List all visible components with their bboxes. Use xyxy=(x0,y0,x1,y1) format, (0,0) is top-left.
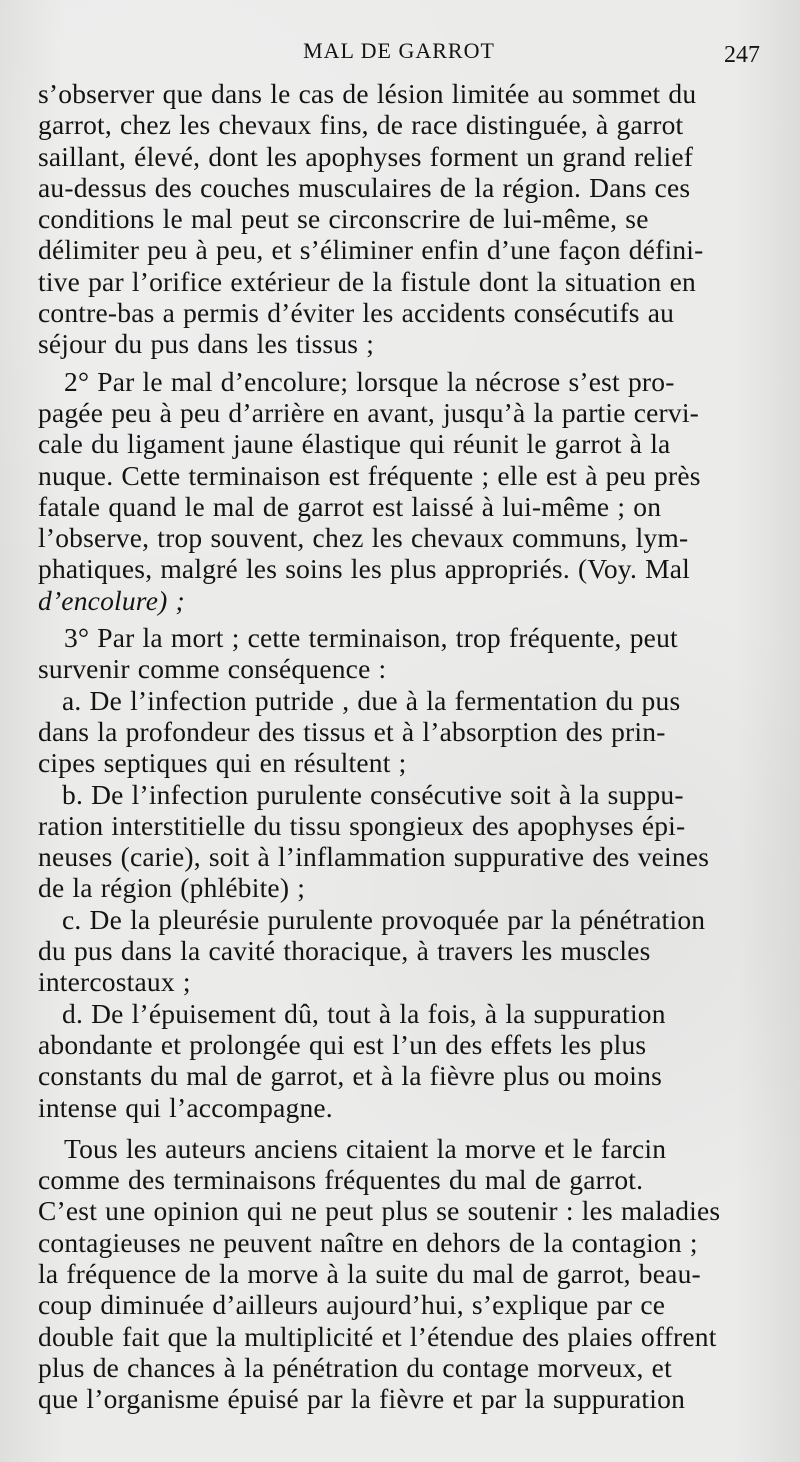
text-line-21: dans la profondeur des tissus et à l’absorption des prin- xyxy=(38,715,666,747)
text-line-8: contre-bas a permis d’éviter les accidents consécutifs au xyxy=(38,297,675,329)
page-number: 247 xyxy=(724,42,760,68)
text-line-40: double fait que la multiplicité et l’étendue des plaies offrent xyxy=(38,1320,717,1352)
text-line-15: l’observe, trop souvent, chez les chevaux communs, lym- xyxy=(38,522,689,554)
text-line-32: constants du mal de garrot, et à la fièvre plus ou moins xyxy=(38,1060,662,1092)
running-title: MAL DE GARROT xyxy=(303,38,495,63)
text-line-20: a. De l’infection putride , due à la fermentation du pus xyxy=(62,684,681,716)
text-line-9: séjour du pus dans les tissus ; xyxy=(38,328,375,360)
text-line-39: coup diminuée d’ailleurs aujourd’hui, s’explique par ce xyxy=(38,1289,666,1321)
text-line-27: c. De la pleurésie purulente provoquée par la pénétration xyxy=(62,903,706,935)
text-line-17: d’encolure) ; xyxy=(38,584,185,616)
text-line-23: b. De l’infection purulente consécutive soit à la suppu- xyxy=(62,778,684,810)
text-line-4: au-dessus des couches musculaires de la région. Dans ces xyxy=(38,171,691,203)
text-line-13: nuque. Cette terminaison est fréquente ; elle est à peu près xyxy=(38,459,701,491)
body-text xyxy=(38,78,760,1414)
text-line-31: abondante et prolongée qui est l’un des effets les plus xyxy=(38,1028,647,1060)
text-line-29: intercostaux ; xyxy=(38,966,191,998)
text-line-3: saillant, élevé, dont les apophyses forment un grand relief xyxy=(38,140,694,172)
text-line-6: délimiter peu à peu, et s’éliminer enfin d’une façon défini- xyxy=(38,234,704,266)
text-line-14: fatale quand le mal de garrot est laissé à lui-même ; on xyxy=(38,490,662,522)
text-line-42: que l’organisme épuisé par la fièvre et par la suppuration xyxy=(38,1383,686,1415)
text-line-28: du pus dans la cavité thoracique, à travers les muscles xyxy=(38,935,651,967)
text-line-36: C’est une opinion qui ne peut plus se soutenir : les maladies xyxy=(38,1195,721,1227)
page-header xyxy=(38,38,760,66)
text-line-18: 3° Par la mort ; cette terminaison, trop fréquente, peut xyxy=(64,622,678,654)
text-line-33: intense qui l’accompagne. xyxy=(38,1091,333,1123)
text-line-35: comme des terminaisons fréquentes du mal de garrot. xyxy=(38,1164,644,1196)
text-line-24: ration interstitielle du tissu spongieux des apophyses épi- xyxy=(38,809,686,841)
text-line-22: cipes septiques qui en résultent ; xyxy=(38,747,407,779)
text-line-25: neuses (carie), soit à l’inflammation suppurative des veines xyxy=(38,841,710,873)
text-line-37: contagieuses ne peuvent naître en dehors de la contagion ; xyxy=(38,1226,698,1258)
text-line-12: cale du ligament jaune élastique qui réunit le garrot à la xyxy=(38,428,671,460)
text-line-7: tive par l’orifice extérieur de la fistule dont la situation en xyxy=(38,265,696,297)
text-line-38: la fréquence de la morve à la suite du mal de garrot, beau- xyxy=(38,1257,701,1289)
text-line-16: phatiques, malgré les soins les plus appropriés. (Voy. Mal xyxy=(38,553,691,585)
text-line-34: Tous les auteurs anciens citaient la morve et le farcin xyxy=(64,1132,667,1164)
text-line-10: 2° Par le mal d’encolure; lorsque la nécrose s’est pro- xyxy=(64,365,675,397)
text-line-41: plus de chances à la pénétration du contage morveux, et xyxy=(38,1351,672,1383)
text-line-5: conditions le mal peut se circonscrire de lui-même, se xyxy=(38,203,649,235)
text-line-19: survenir comme conséquence : xyxy=(38,653,387,685)
text-line-11: pagée peu à peu d’arrière en avant, jusqu’à la partie cervi- xyxy=(38,396,700,428)
text-line-2: garrot, chez les chevaux fins, de race distinguée, à garrot xyxy=(38,109,684,141)
text-line-26: de la région (phlébite) ; xyxy=(38,872,306,904)
text-line-30: d. De l’épuisement dû, tout à la fois, à la suppuration xyxy=(62,997,666,1029)
text-line-1: s’observer que dans le cas de lésion limitée au sommet du xyxy=(38,78,697,109)
